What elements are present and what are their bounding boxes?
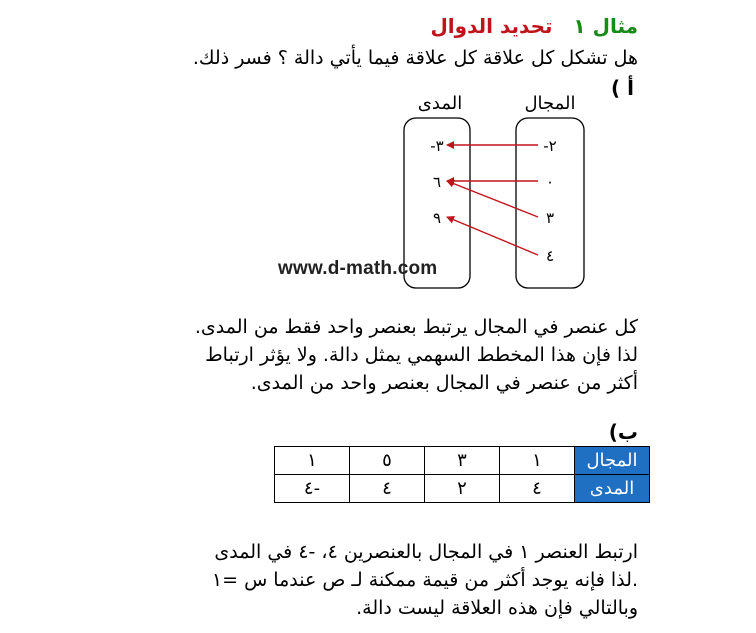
table-cell: ١ — [500, 447, 575, 475]
explanation-a — [195, 313, 638, 397]
explanation-a-line: لذا فإن هذا المخطط السهمي يمثل دالة. ولا يؤثر ارتباط — [205, 344, 638, 366]
domain-header-cell: المجال — [575, 447, 650, 475]
explanation-b-line: ارتبط العنصر ١ في المجال بالعنصرين ٤، -٤ في المدى — [214, 541, 638, 563]
range-header-cell: المدى — [575, 475, 650, 503]
domain-value: ٤ — [545, 247, 555, 265]
table-cell: ٢ — [425, 475, 500, 503]
range-values — [430, 137, 443, 227]
table-cell: ٥ — [350, 447, 425, 475]
range-value: ٦ — [432, 173, 442, 191]
range-value: -٣ — [430, 137, 444, 155]
table-cell: ٣ — [425, 447, 500, 475]
explanation-a-line: أكثر من عنصر في المجال بعنصر واحد من المدى. — [250, 372, 638, 394]
domain-title: المجال — [524, 93, 576, 114]
domain-values — [543, 137, 556, 265]
domain-value: ٣ — [545, 209, 555, 227]
range-value: ٩ — [432, 209, 442, 227]
table-cell: ٤ — [500, 475, 575, 503]
part-a-label: أ ) — [611, 76, 634, 100]
table-row — [275, 447, 650, 475]
example-label: مثال ١ — [573, 14, 638, 38]
example-heading: تحديد الدوال — [430, 14, 553, 38]
table-row — [275, 475, 650, 503]
table-cell: ٤ — [350, 475, 425, 503]
range-title: المدى — [417, 93, 463, 114]
question-text: هل تشكل كل علاقة كل علاقة فيما يأتي دالة ؟ فسر ذلك. — [192, 47, 638, 69]
explanation-b — [212, 538, 638, 622]
domain-value: -٢ — [543, 137, 557, 155]
table-cell: -٤ — [275, 475, 350, 503]
explanation-a-line: كل عنصر في المجال يرتبط بعنصر واحد فقط من المدى. — [194, 316, 638, 338]
relation-table — [274, 446, 650, 503]
mapping-arrow — [447, 217, 538, 255]
mapping-arrows — [447, 145, 538, 255]
part-b-label: ب) — [608, 420, 638, 444]
mapping-arrow — [447, 181, 538, 217]
explanation-b-line: وبالتالي فإن هذه العلاقة ليست دالة. — [356, 597, 638, 619]
example-title — [430, 14, 638, 38]
explanation-b-line: .لذا فإنه يوجد أكثر من قيمة ممكنة لـ ص عندما س =١ — [211, 569, 638, 591]
table-cell: ١ — [275, 447, 350, 475]
watermark: www.d-math.com — [278, 258, 438, 279]
domain-value: ٠ — [545, 173, 555, 191]
